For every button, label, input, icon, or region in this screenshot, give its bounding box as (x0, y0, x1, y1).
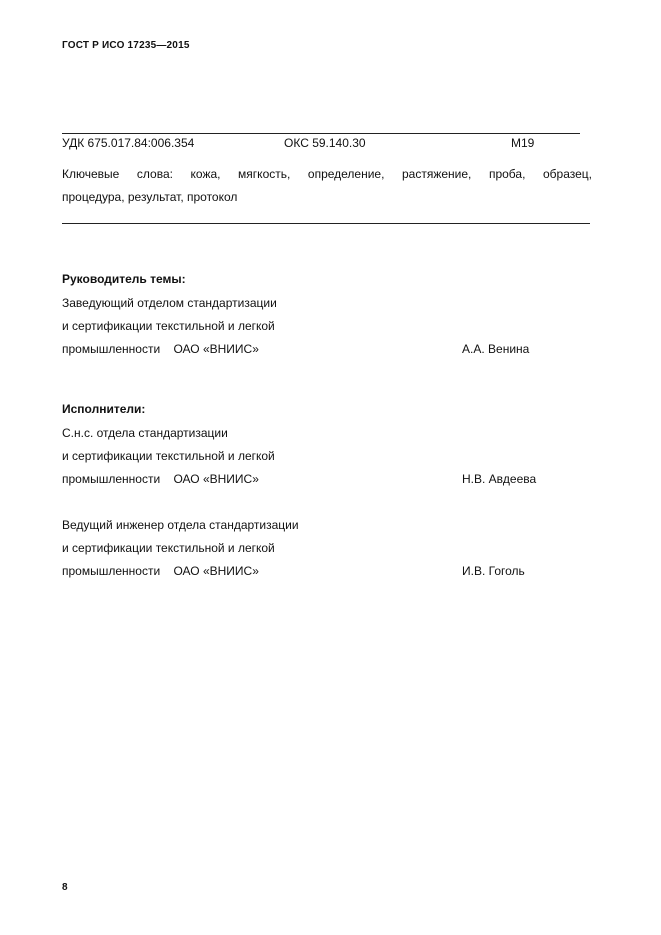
oks-code: ОКС 59.140.30 (284, 136, 366, 150)
executor-2-name: И.В. Гоголь (462, 564, 525, 578)
executor-2-position-line-1: Ведущий инженер отдела стандартизации (62, 518, 299, 532)
document-code-header: ГОСТ Р ИСО 17235—2015 (62, 40, 190, 51)
leader-position-line-3: промышленности ОАО «ВНИИС» (62, 342, 259, 356)
leader-name: А.А. Венина (462, 342, 530, 356)
top-rule (62, 133, 580, 134)
udk-code: УДК 675.017.84:006.354 (62, 136, 195, 150)
executor-1-name: Н.В. Авдеева (462, 472, 537, 486)
bottom-rule (62, 223, 590, 224)
keywords-block (62, 163, 592, 209)
leader-position-line-2: и сертификации текстильной и легкой (62, 319, 275, 333)
page-number: 8 (62, 882, 68, 893)
executor-2-position-line-3: промышленности ОАО «ВНИИС» (62, 564, 259, 578)
leader-section-title: Руководитель темы: (62, 272, 186, 286)
keywords-line-1: Ключевые слова: кожа, мягкость, определение, растяжение, проба, образец, (62, 167, 592, 181)
executors-section-title: Исполнители: (62, 402, 146, 416)
executor-1-position-line-1: С.н.с. отдела стандартизации (62, 426, 228, 440)
classifier-code: М19 (511, 136, 535, 150)
keywords-line-2: процедура, результат, протокол (62, 190, 238, 204)
leader-position-line-1: Заведующий отделом стандартизации (62, 296, 277, 310)
executor-2-position-line-2: и сертификации текстильной и легкой (62, 541, 275, 555)
executor-1-position-line-3: промышленности ОАО «ВНИИС» (62, 472, 259, 486)
executor-1-position-line-2: и сертификации текстильной и легкой (62, 449, 275, 463)
